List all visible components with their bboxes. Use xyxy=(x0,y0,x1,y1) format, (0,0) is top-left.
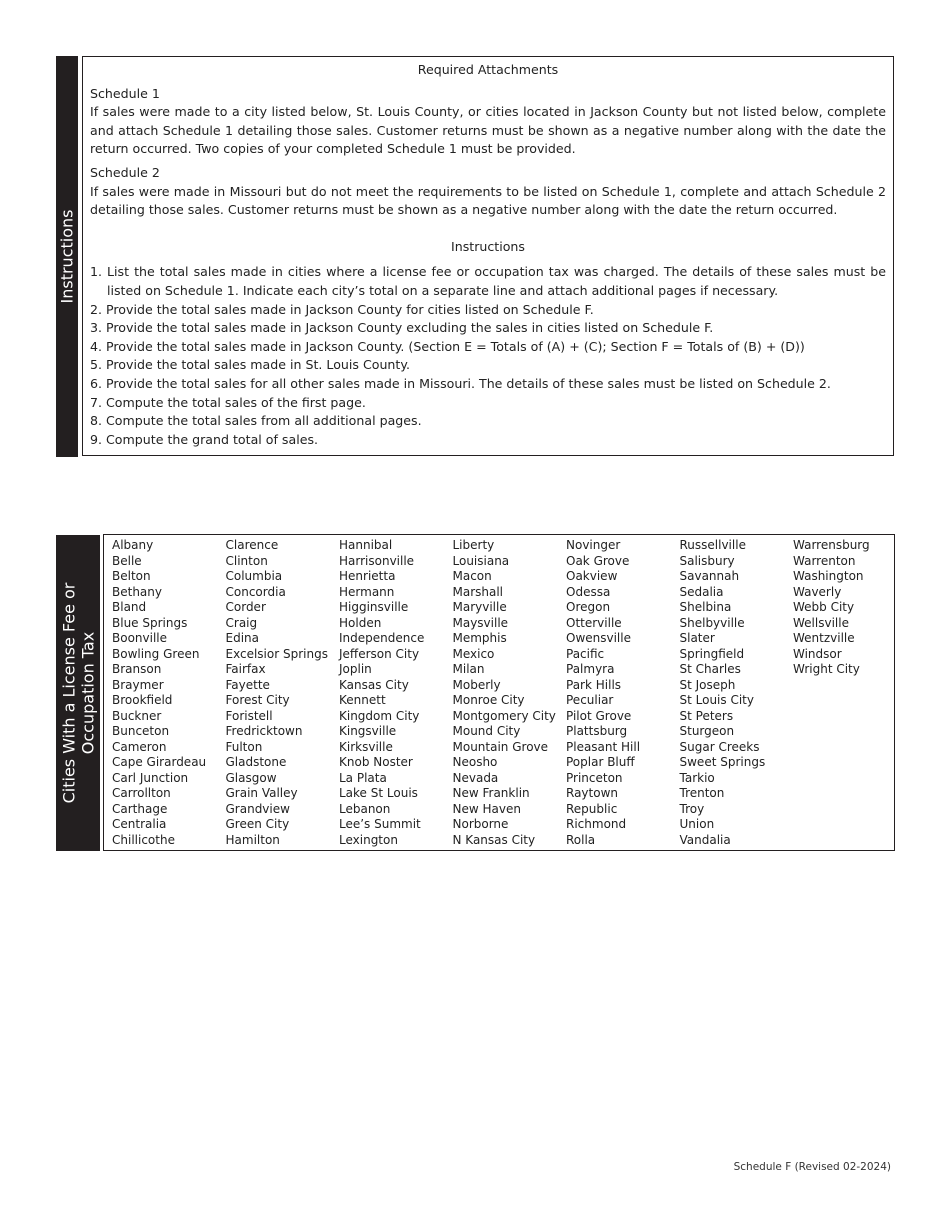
city-name: Union xyxy=(679,817,715,831)
city-name: Craig xyxy=(225,615,258,630)
city-name: St Joseph xyxy=(679,677,736,692)
city-name: Palmyra xyxy=(566,662,615,676)
city-name: Salisbury xyxy=(679,553,735,568)
city-name: St Louis City xyxy=(679,693,754,707)
instruction-steps xyxy=(90,263,886,449)
city-column xyxy=(566,538,640,848)
city-name: Corder xyxy=(225,600,266,614)
city-name: Bland xyxy=(112,600,147,614)
city-name: Louisiana xyxy=(452,553,510,568)
city-name: Lee’s Summit xyxy=(339,817,421,831)
city-name: Wright City xyxy=(793,662,860,676)
city-name: Liberty xyxy=(452,538,495,552)
city-name: Clarence xyxy=(225,538,279,552)
city-name: Rolla xyxy=(566,832,596,847)
city-name: Fayette xyxy=(225,677,270,692)
city-name: Poplar Bluff xyxy=(566,755,635,769)
city-name: Montgomery City xyxy=(452,708,556,723)
city-name: Neosho xyxy=(452,755,498,769)
city-name: Novinger xyxy=(566,538,621,552)
city-name: Clinton xyxy=(225,553,268,568)
instruction-step: 6. Provide the total sales for all other sales made in Missouri. The details of these sales must be listed on Schedule 2. xyxy=(90,375,831,391)
instruction-step: 2. Provide the total sales made in Jackson County for cities listed on Schedule F. xyxy=(90,301,594,317)
schedule2-title: Schedule 2 xyxy=(90,164,160,180)
city-name: Owensville xyxy=(566,631,631,645)
city-name: La Plata xyxy=(339,770,387,785)
city-name: Moberly xyxy=(452,677,501,692)
city-name: Kingsville xyxy=(339,724,397,738)
city-name: Independence xyxy=(339,631,425,645)
city-name: Carthage xyxy=(112,801,168,816)
city-name: Richmond xyxy=(566,817,627,831)
city-column xyxy=(339,538,424,848)
instructions-title: Instructions xyxy=(451,238,525,254)
city-name: Blue Springs xyxy=(112,615,188,630)
city-name: Memphis xyxy=(452,631,507,645)
city-name: New Franklin xyxy=(452,786,530,800)
city-name: Odessa xyxy=(566,584,611,599)
city-name: Foristell xyxy=(225,708,273,723)
city-name: Waverly xyxy=(793,584,842,599)
instructions-panel xyxy=(82,56,894,456)
city-name: Nevada xyxy=(452,770,499,785)
city-name: Cape Girardeau xyxy=(112,755,207,769)
city-name: Kingdom City xyxy=(339,708,420,723)
city-name: Grandview xyxy=(225,801,290,816)
city-name: Belle xyxy=(112,553,142,568)
attachments-title: Required Attachments xyxy=(417,62,559,77)
instruction-step: 7. Compute the total sales of the first page. xyxy=(90,394,366,410)
cities-side-label-text xyxy=(59,583,97,804)
city-name: Maryville xyxy=(452,600,507,614)
instruction-step: 4. Provide the total sales made in Jackson County. (Section E = Totals of (A) + (C); Section F = Totals of (B) + (D)) xyxy=(90,338,805,354)
city-name: Monroe City xyxy=(452,693,525,707)
city-name: Tarkio xyxy=(679,770,715,785)
city-name: St Charles xyxy=(679,662,741,676)
city-name: Glasgow xyxy=(225,770,277,785)
city-column xyxy=(453,538,556,848)
city-name: Washington xyxy=(793,569,864,583)
city-column xyxy=(226,538,328,848)
city-name: Mountain Grove xyxy=(452,739,549,754)
city-name: Trenton xyxy=(679,786,725,800)
city-name: Raytown xyxy=(566,786,618,800)
cities-side-label xyxy=(56,535,100,851)
city-name: Branson xyxy=(112,662,162,676)
instruction-step: 8. Compute the total sales from all additional pages. xyxy=(90,413,422,429)
city-name: Mexico xyxy=(452,646,495,661)
city-name: Otterville xyxy=(566,615,622,630)
city-name: Kennett xyxy=(339,693,386,707)
city-name: N Kansas City xyxy=(452,832,536,847)
city-name: Macon xyxy=(452,569,492,583)
city-name: Hannibal xyxy=(339,538,393,552)
city-name: Brookfield xyxy=(112,693,173,707)
city-name: New Haven xyxy=(452,801,521,816)
city-name: Maysville xyxy=(452,615,509,630)
city-name: Bowling Green xyxy=(112,646,200,661)
city-name: Webb City xyxy=(793,600,855,614)
city-column xyxy=(793,538,870,678)
city-name: Carl Junction xyxy=(112,770,189,785)
city-name: Bunceton xyxy=(112,724,170,738)
city-name: Sedalia xyxy=(679,584,724,599)
city-name: Boonville xyxy=(112,631,168,645)
city-name: Pacific xyxy=(566,646,605,661)
city-name: Slater xyxy=(679,631,715,645)
city-name: Oakview xyxy=(566,569,618,583)
city-name: Green City xyxy=(225,817,290,831)
cities-panel xyxy=(103,534,895,851)
city-name: Fulton xyxy=(225,739,263,754)
schedule1-title: Schedule 1 xyxy=(90,85,160,101)
city-name: Centralia xyxy=(112,817,167,831)
instruction-step: 9. Compute the grand total of sales. xyxy=(90,431,319,447)
city-name: Grain Valley xyxy=(225,786,298,800)
city-name: Sugar Creeks xyxy=(679,739,760,754)
schedule1-text: If sales were made to a city listed below, St. Louis County, or cities located in Jackson County but not listed below, complete and attach Schedule 1 detailing those sales. Customer returns must be shown as a negative number along with the date the return occurred. Two copies of your completed Schedule 1 must be provided. xyxy=(90,104,886,157)
city-name: Milan xyxy=(452,662,485,676)
city-name: Warrenton xyxy=(793,553,856,568)
cities-side-label-line2: Occupation Tax xyxy=(78,631,97,755)
city-name: Jefferson City xyxy=(339,646,420,661)
city-name: Springfield xyxy=(679,646,745,661)
city-name: Edina xyxy=(225,631,259,645)
city-name: Russellville xyxy=(679,538,746,552)
city-name: Savannah xyxy=(679,569,740,583)
city-name: Excelsior Springs xyxy=(225,646,328,661)
city-name: Oak Grove xyxy=(566,553,630,568)
city-name: Kansas City xyxy=(339,677,409,692)
city-name: Concordia xyxy=(225,584,286,599)
city-name: Plattsburg xyxy=(566,724,628,738)
city-column xyxy=(112,538,206,848)
city-name: St Peters xyxy=(679,708,734,723)
city-name: Pilot Grove xyxy=(566,708,632,723)
city-name: Republic xyxy=(566,801,618,816)
city-name: Lake St Louis xyxy=(339,786,418,800)
city-name: Hermann xyxy=(339,584,395,599)
city-name: Norborne xyxy=(452,817,509,831)
city-name: Wellsville xyxy=(793,615,849,630)
instruction-step: 1. List the total sales made in cities where a license fee or occupation tax was charged. The details of these sales must be listed on Schedule 1. Indicate each city’s total on a separate line and attach additional pages if necessary. xyxy=(90,264,886,298)
city-name: Knob Noster xyxy=(339,755,413,769)
schedule2-text: If sales were made in Missouri but do not meet the requirements to be listed on Schedule 1, complete and attach Schedule 2 detailing those sales. Customer returns must be shown as a negative number along with the date the return occurred. xyxy=(90,183,886,218)
city-name: Gladstone xyxy=(225,755,287,769)
city-name: Sturgeon xyxy=(679,724,735,738)
city-name: Mound City xyxy=(452,724,521,738)
city-name: Fairfax xyxy=(225,662,266,676)
city-name: Hamilton xyxy=(225,832,280,847)
city-name: Wentzville xyxy=(793,631,855,645)
city-name: Oregon xyxy=(566,600,611,614)
city-name: Windsor xyxy=(793,646,842,661)
city-name: Chillicothe xyxy=(112,832,175,847)
city-name: Belton xyxy=(112,569,151,583)
city-name: Henrietta xyxy=(339,569,396,583)
city-name: Warrensburg xyxy=(793,538,870,552)
instructions-side-label xyxy=(56,56,78,457)
city-name: Princeton xyxy=(566,770,623,785)
instructions-side-label-text: Instructions xyxy=(57,209,77,304)
city-name: Fredricktown xyxy=(225,724,303,738)
city-name: Holden xyxy=(339,615,382,630)
city-name: Columbia xyxy=(225,569,283,583)
city-name: Shelbina xyxy=(679,600,732,614)
city-name: Troy xyxy=(679,801,705,816)
instruction-step: 3. Provide the total sales made in Jackson County excluding the sales in cities listed on Schedule F. xyxy=(90,320,714,336)
city-name: Forest City xyxy=(225,693,290,707)
city-name: Harrisonville xyxy=(339,553,415,568)
city-name: Buckner xyxy=(112,708,162,723)
city-name: Carrollton xyxy=(112,786,171,800)
city-name: Lexington xyxy=(339,832,398,847)
city-name: Higginsville xyxy=(339,600,409,614)
city-name: Pleasant Hill xyxy=(566,739,641,754)
city-name: Sweet Springs xyxy=(679,755,766,769)
city-column xyxy=(680,538,766,848)
form-revision-label: Schedule F (Revised 02-2024) xyxy=(733,1161,891,1173)
city-name: Shelbyville xyxy=(679,615,745,630)
instruction-step: 5. Provide the total sales made in St. Louis County. xyxy=(90,357,411,373)
city-name: Park Hills xyxy=(566,677,622,692)
city-name: Braymer xyxy=(112,677,164,692)
city-name: Kirksville xyxy=(339,739,393,754)
city-name: Lebanon xyxy=(339,801,391,816)
cities-side-label-line1: Cities With a License Fee or xyxy=(59,582,78,804)
city-name: Joplin xyxy=(339,662,372,676)
city-name: Peculiar xyxy=(566,693,614,707)
city-name: Albany xyxy=(112,538,154,552)
city-name: Marshall xyxy=(452,584,504,599)
city-name: Vandalia xyxy=(679,832,731,847)
city-name: Bethany xyxy=(112,584,162,599)
city-name: Cameron xyxy=(112,739,167,754)
